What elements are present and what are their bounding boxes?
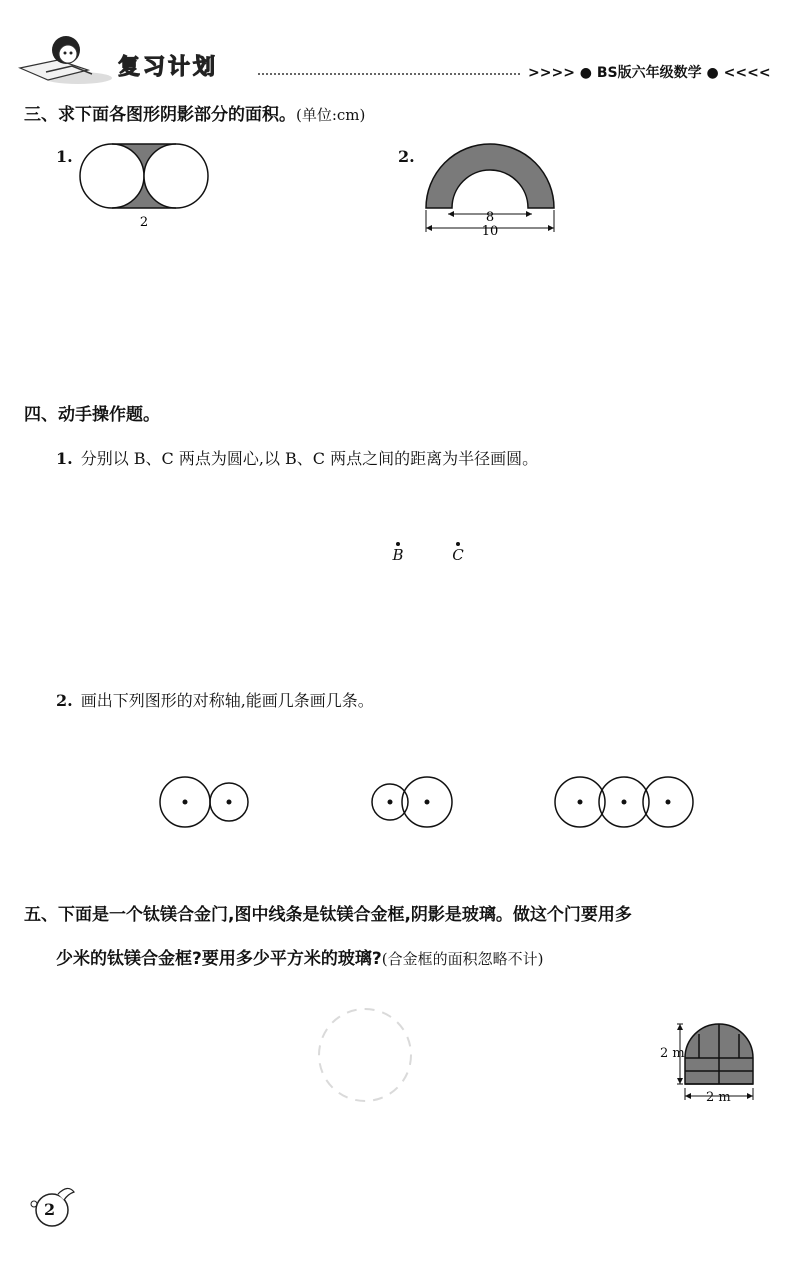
section3-title	[24, 100, 365, 125]
fig2-outer-label: 10	[481, 224, 499, 239]
q2-text: 画出下列图形的对称轴,能画几条画几条。	[80, 691, 374, 710]
header-arrows-right: <<<<	[723, 65, 771, 81]
section3-title-text: 三、求下面各图形阴影部分的面积。	[24, 105, 296, 125]
q1-number: 1.	[56, 449, 73, 468]
section5-line2-text: 少米的钛镁合金框?要用多少平方米的玻璃?	[56, 949, 382, 969]
fig1-width-label: 2	[139, 215, 149, 230]
fig2-number: 2.	[398, 147, 415, 166]
symmetry-figure-2	[366, 772, 458, 832]
watermark-stamp	[290, 1000, 440, 1110]
q2-number: 2.	[56, 691, 73, 710]
fig2-inner-label: 8	[485, 210, 495, 225]
door-height-label: 2 m	[660, 1046, 685, 1061]
section5-line1: 五、下面是一个钛镁合金门,图中线条是钛镁合金框,阴影是玻璃。做这个门要用多	[24, 905, 632, 925]
header-cartoon-girl	[18, 30, 114, 86]
section3-unit: (单位:cm)	[296, 106, 366, 124]
point-c-label: C	[452, 546, 464, 564]
section4-title: 四、动手操作题。	[24, 405, 160, 425]
header-book-label	[528, 62, 771, 82]
ball-icon: ●	[579, 65, 593, 81]
fig2-semi-ring	[420, 138, 560, 240]
section4-q1	[56, 446, 538, 469]
point-b	[392, 542, 404, 564]
symmetry-figure-3	[548, 772, 698, 832]
section5-line2	[56, 944, 543, 969]
header-divider	[258, 73, 520, 75]
fig1-two-circles	[78, 140, 212, 232]
ball-icon: ●	[706, 65, 719, 81]
section5-note: (合金框的面积忽略不计)	[381, 950, 544, 968]
symmetry-figure-1	[155, 772, 251, 832]
header-book-text: BS版六年级数学	[596, 65, 702, 81]
q1-text: 分别以 B、C 两点为圆心,以 B、C 两点之间的距离为半径画圆。	[80, 449, 539, 468]
header-title: 复习计划	[118, 55, 219, 80]
point-c	[452, 542, 464, 564]
point-b-label: B	[392, 546, 404, 564]
fig1-number: 1.	[56, 147, 73, 166]
section4-q2	[56, 688, 374, 711]
header-arrows-left: >>>>	[528, 65, 575, 81]
door-width-label: 2 m	[706, 1090, 731, 1105]
page-number: 2	[44, 1200, 56, 1219]
